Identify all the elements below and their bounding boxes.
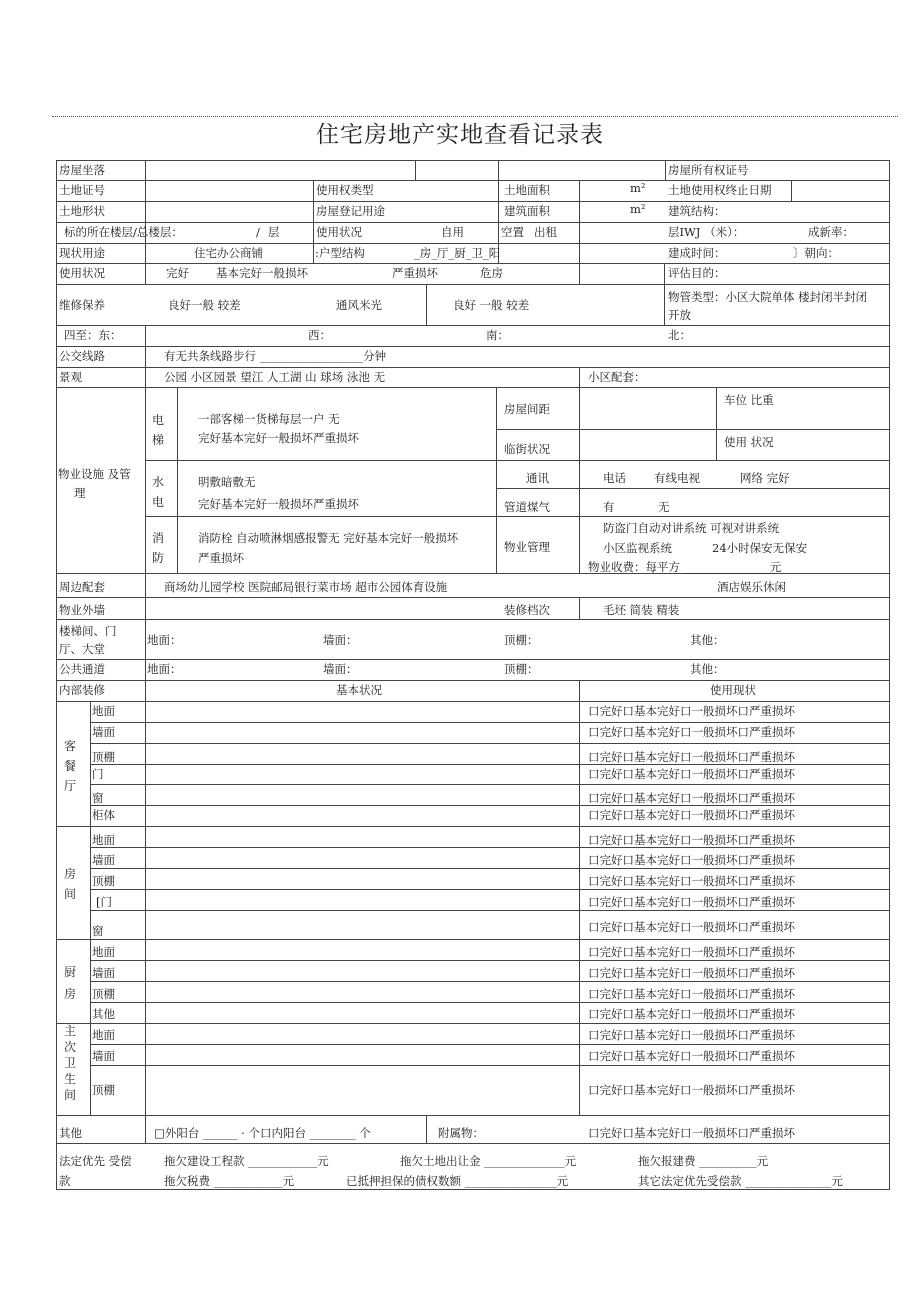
label-passage: 公共通道 (59, 662, 105, 676)
pm-fee: 物业收费：每平方 _______________元 (588, 560, 782, 574)
page-title: 住宅房地产实地查看记录表 (316, 122, 604, 148)
bath-item: 墙面 (92, 1049, 115, 1063)
ventilation-options: 良好 一般 较差 (453, 298, 530, 312)
label-bath-5: 间 (63, 1088, 76, 1102)
label-land-area: 土地面积 (504, 183, 550, 197)
legal-b2: 已抵押担保的债权数额 ________________元 (346, 1174, 569, 1188)
label-facility-2: 理 (74, 486, 86, 500)
label-interior: 内部装修 (59, 683, 105, 697)
label-ventilation: 通风米光 (336, 298, 382, 312)
status-options: 口完好口基本完好口一般损坏口严重损坏 (588, 987, 795, 1001)
label-landscape: 景观 (59, 370, 82, 384)
label-layout: :户型结构 (315, 246, 365, 260)
stair-ceiling: 顶棚： (504, 633, 539, 647)
build-area-unit: m² (630, 202, 646, 216)
comm-tv: 有线电视 (654, 471, 700, 485)
status-options: 口完好口基本完好口一般损坏口严重损坏 (588, 1083, 795, 1097)
header-usage: 使用现状 (710, 683, 756, 697)
living-item: 柜体 (92, 808, 115, 822)
legal-b1: 拖欠税费 ____________元 (164, 1174, 295, 1188)
bus-value: 有无共条线路步行 __________________分钟 (164, 349, 387, 363)
label-water-2: 电 (151, 495, 164, 509)
living-item: 墙面 (92, 725, 115, 739)
floor-ceng: 层 (268, 225, 280, 239)
stair-wall: 墙面： (323, 633, 358, 647)
label-land-term-end: 土地使用权终止日期 (668, 183, 772, 197)
label-bath-1: 主 (63, 1024, 76, 1038)
label-stairwell-1: 楼梯间、门 (59, 624, 117, 638)
pm-line-2: 小区监视系统 (603, 541, 672, 555)
label-current-use: 现状用途 (59, 246, 105, 260)
label-living-1: 客 (63, 739, 76, 753)
label-water-1: 水 (151, 475, 164, 489)
fire-line-2: 严重损坏 (198, 551, 244, 565)
status-options: 口完好口基本完好口一般损坏口严重损坏 (588, 1028, 795, 1042)
label-attachment: 附属物： (438, 1126, 484, 1140)
label-surroundings: 周边配套 (59, 580, 105, 594)
status-options: 口完好口基本完好口一般损坏口严重损坏 (588, 833, 795, 847)
label-north: 北： (668, 328, 691, 342)
kitchen-item: 地面 (92, 945, 115, 959)
bath-item: 顶棚 (92, 1083, 115, 1097)
label-east: 四至：东： (64, 328, 122, 342)
current-use-options: 住宅办公商铺 (194, 246, 263, 260)
status-options: 口完好口基本完好口一般损坏口严重损坏 (588, 808, 795, 822)
legal-a3: 拖欠报建费 __________元 (638, 1154, 769, 1168)
label-floor: 标的所在楼层/总楼层： (64, 225, 183, 239)
land-area-unit: m² (630, 181, 646, 195)
legal-a1: 拖欠建设工程款 ____________元 (164, 1154, 329, 1168)
status-options: 口完好口基本完好口一般损坏口严重损坏 (588, 767, 795, 781)
fire-line-1: 消防栓 自动喷淋烟感报警无 完好基本完好一般损坏 (198, 531, 459, 545)
opt-rent: 出租 (534, 225, 557, 239)
comm-phone: 电话 (603, 471, 626, 485)
elevator-line-2: 完好基本完好一般损坏严重损坏 (198, 431, 359, 445)
label-registered-use: 房屋登记用途 (316, 204, 385, 218)
status-options: 口完好口基本完好口一般损坏口严重损坏 (588, 704, 795, 718)
label-built-time: 建成时间： (668, 246, 726, 260)
label-stairwell-2: 厅、大堂 (59, 642, 105, 656)
cond-severe: 严重损坏 (392, 266, 438, 280)
elevator-line-1: 一部客梯一货梯每层一户 无 (198, 412, 340, 426)
status-options: 口完好口基本完好口一般损坏口严重损坏 (588, 791, 795, 805)
passage-other: 其他： (690, 662, 725, 676)
label-location: 房屋坐落 (59, 163, 105, 177)
status-options: 口完好口基本完好口一般损坏口严重损坏 (588, 895, 795, 909)
stair-other: 其他： (690, 633, 725, 647)
label-height: 层IWJ （米）： (668, 225, 745, 239)
label-build-area: 建筑面积 (504, 204, 550, 218)
deco-grade-value: 毛坯 简装 精装 (603, 603, 680, 617)
label-community: 小区配套： (588, 370, 646, 384)
label-land-cert: 土地证号 (59, 183, 105, 197)
label-exterior: 物业外墙 (59, 603, 105, 617)
landscape-value: 公园 小区园景 望江 人工湖 山 球场 泳池 无 (164, 370, 386, 384)
opt-vacant: 空置 (501, 225, 524, 239)
label-orientation: 〕朝向： (793, 246, 839, 260)
living-item: 顶棚 (92, 750, 115, 764)
header-basic: 基本状况 (336, 683, 382, 697)
room-item: 顶棚 (92, 874, 115, 888)
living-item: 窗 (92, 791, 104, 805)
label-spacing: 房屋间距 (504, 402, 550, 416)
label-legal-priority: 法定优先 受偿 (59, 1154, 132, 1168)
status-options: 口完好口基本完好口一般损坏口严重损坏 (588, 920, 795, 934)
room-item: 地面 (92, 833, 115, 847)
cond-good: 完好 (166, 266, 189, 280)
legal-b3: 其它法定优先受偿款 _______________元 (638, 1174, 843, 1188)
label-gas: 管道煤气 (504, 500, 550, 514)
floor-slash: / (256, 225, 260, 239)
label-elevator-1: 电 (151, 413, 164, 427)
label-bath-2: 次 (63, 1040, 76, 1054)
label-purpose: 评估目的： (668, 266, 726, 280)
label-use-status: 使用状况 (316, 225, 362, 239)
passage-floor: 地面： (147, 662, 182, 676)
mgmt-type-open: 开放 (668, 308, 691, 322)
stair-floor: 地面： (147, 633, 182, 647)
cond-danger: 危房 (480, 266, 503, 280)
status-options: 口完好口基本完好口一般损坏口严重损坏 (588, 966, 795, 980)
surroundings-value: 商场幼儿园学校 医院邮局银行菜市场 超市公园体育设施 (164, 580, 448, 594)
label-bath-4: 生 (63, 1072, 76, 1086)
label-living-3: 厅 (63, 779, 76, 793)
label-other: 其他 (59, 1126, 82, 1140)
pm-line-3: 24小时保安无保安 (712, 541, 808, 555)
label-elevator-2: 梯 (151, 433, 164, 447)
legal-a2: 拖欠土地出让金 ______________元 (400, 1154, 577, 1168)
cond-rest: 基本完好一般损坏 (216, 266, 308, 280)
label-elev-use: 使用 状况 (724, 435, 774, 449)
surroundings-value-2: 酒店娱乐休闲 (717, 580, 786, 594)
label-bath-3: 卫 (63, 1056, 76, 1070)
opt-self-use: 自用 (441, 225, 464, 239)
bath-item: 地面 (92, 1028, 115, 1042)
label-usage-condition: 使用状况 (59, 266, 105, 280)
room-item: 窗 (92, 924, 104, 938)
label-west: 西： (308, 328, 331, 342)
kitchen-item: 其他 (92, 1007, 115, 1021)
status-options: 口完好口基本完好口一般损坏口严重损坏 (588, 1126, 795, 1140)
status-options: 口完好口基本完好口一般损坏口严重损坏 (588, 874, 795, 888)
water-line-1: 明敷暗敷无 (198, 475, 256, 489)
balcony-value: □外阳台 ______ · 个口内阳台 ________ 个 (154, 1126, 371, 1140)
mgmt-type: 物管类型：小区大院单体 楼封闭半封闭 (668, 290, 868, 304)
room-item: 墙面 (92, 853, 115, 867)
label-ownership-cert: 房屋所有权证号 (668, 163, 749, 177)
maint-options: 良好一般 较差 (168, 298, 241, 312)
label-land-shape: 土地形状 (59, 204, 105, 218)
label-room-1: 房 (63, 867, 76, 881)
label-street: 临街状况 (504, 442, 550, 456)
layout-value: _房_厅_厨_卫_阳 (414, 246, 501, 260)
comm-net: 网络 完好 (740, 471, 790, 485)
label-room-2: 间 (63, 887, 76, 901)
pm-line-1: 防盗门自动对讲系统 可视对讲系统 (603, 521, 780, 535)
label-legal-priority-2: 款 (59, 1174, 71, 1188)
label-newness: 成新率： (808, 225, 854, 239)
kitchen-item: 顶棚 (92, 987, 115, 1001)
passage-wall: 墙面： (323, 662, 358, 676)
label-bus: 公交线路 (59, 349, 105, 363)
status-options: 口完好口基本完好口一般损坏口严重损坏 (588, 725, 795, 739)
label-pm: 物业管理 (504, 540, 550, 554)
label-south: 南： (486, 328, 509, 342)
label-deco-grade: 装修档次 (504, 603, 550, 617)
inspection-form (56, 160, 890, 1190)
passage-ceiling: 顶棚： (504, 662, 539, 676)
label-kitchen-1: 厨 (63, 965, 76, 979)
label-parking: 车位 比重 (724, 393, 774, 407)
label-living-2: 餐 (63, 759, 76, 773)
living-item: 门 (92, 767, 104, 781)
status-options: 口完好口基本完好口一般损坏口严重损坏 (588, 945, 795, 959)
status-options: 口完好口基本完好口一般损坏口严重损坏 (588, 750, 795, 764)
gas-yes: 有 (603, 500, 615, 514)
status-options: 口完好口基本完好口一般损坏口严重损坏 (588, 1049, 795, 1063)
label-maintenance: 维修保养 (59, 298, 105, 312)
label-fire-1: 消 (151, 531, 164, 545)
label-structure: 建筑结构： (668, 204, 726, 218)
living-item: 地面 (92, 704, 115, 718)
status-options: 口完好口基本完好口一般损坏口严重损坏 (588, 853, 795, 867)
status-options: 口完好口基本完好口一般损坏口严重损坏 (588, 1007, 795, 1021)
label-kitchen-2: 房 (63, 987, 76, 1001)
label-use-right-type: 使用权类型 (316, 183, 374, 197)
gas-no: 无 (658, 500, 670, 514)
label-fire-2: 防 (151, 551, 164, 565)
room-item: [门 (96, 895, 112, 909)
label-facility: 物业设施 及管 (58, 467, 131, 481)
label-comm: 通讯 (526, 471, 549, 485)
water-line-2: 完好基本完好一般损坏严重损坏 (198, 497, 359, 511)
kitchen-item: 墙面 (92, 966, 115, 980)
